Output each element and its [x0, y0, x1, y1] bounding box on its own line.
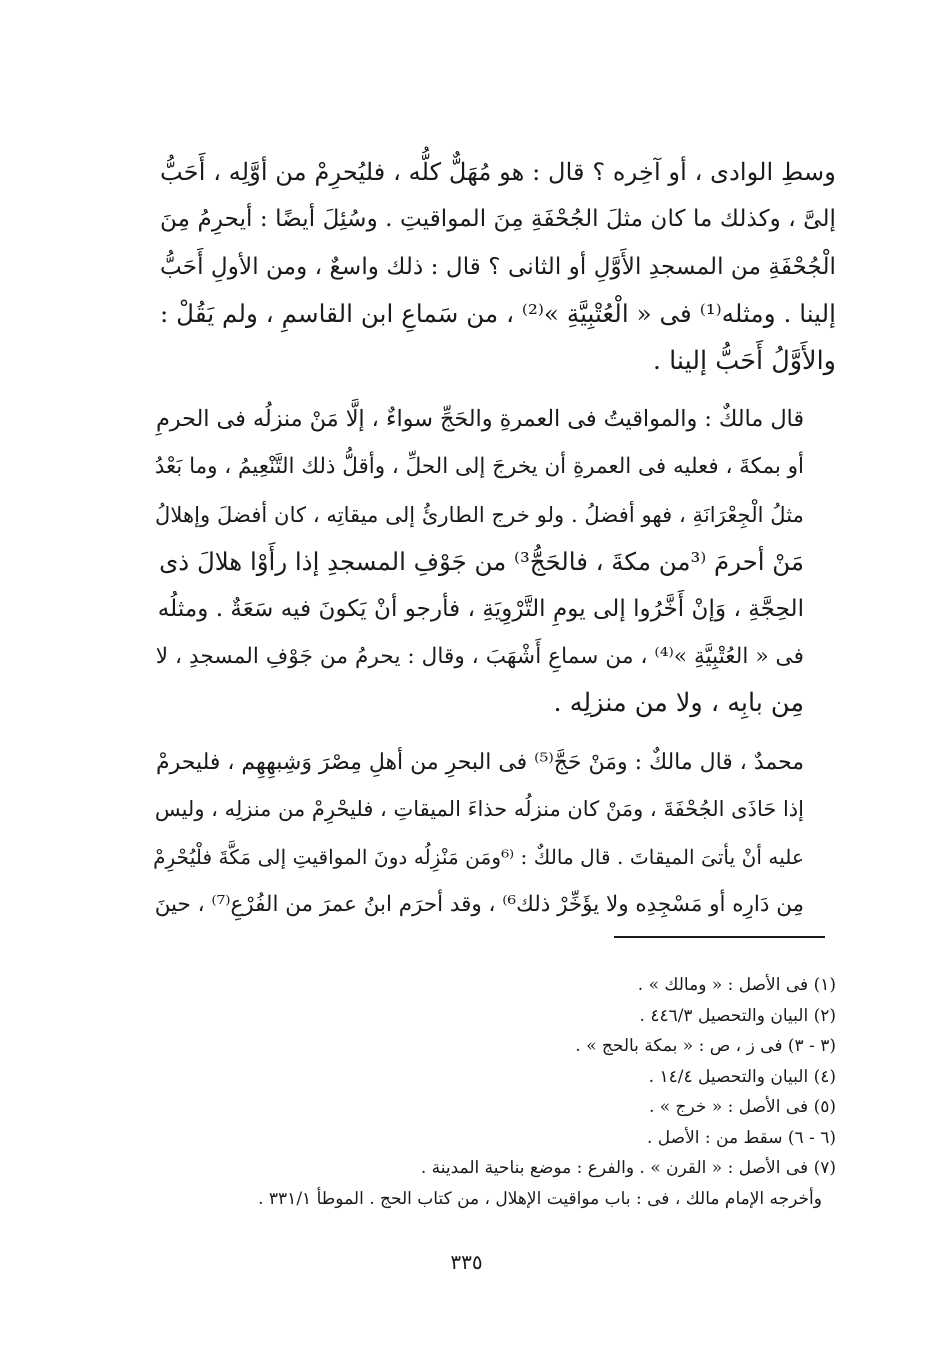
text-line: مثلُ الْجِعْرَانَةِ ، فهو أفضلُ . ولو خرج الطارئُ إلى ميقاتِه ، كان أفضلَ وإهلالُ	[154, 501, 804, 527]
footnote: (٣ - ٣) فى ز ، ص : « بمكة بالحج » .	[575, 1036, 836, 1056]
text-line: مَنْ أحرمَ ⁽³من مكةَ ، فالحَجُّ³⁾ من جَوْفِ المسجدِ إذا رأَوْا هلالَ ذى	[159, 547, 804, 577]
text-line: محمدٌ ، قال مالكٌ : ومَنْ حَجَّ⁽⁵⁾ فى البحرِ من أهلِ مِصْرَ وَشِبهِهِم ، فليحرمْ	[156, 749, 804, 775]
footnote: (٧) فى الأصل : « القرن » . والفرع : موضع بناحية المدينة .	[420, 1158, 836, 1178]
paragraph-1	[160, 148, 836, 385]
footnote: (٦ - ٦) سقط من : الأصل .	[646, 1127, 836, 1148]
text-line: وسطِ الوادى ، أو آخِره ؟ قال : هو مُهَلٌّ كلُّه ، فليُحرِمْ من أوَّلِه ، أَحَبُّ	[160, 157, 836, 186]
footnote-continuation: وأخرجه الإمام مالك ، فى : باب مواقيت الإهلال ، من كتاب الحج . الموطأ ٣٣١/١ .	[258, 1188, 822, 1209]
footnote-separator	[614, 936, 825, 938]
paragraph-2	[154, 396, 836, 728]
paragraph-3	[153, 739, 836, 929]
text-line: عليه أنْ يأتىَ الميقاتَ . قال مالكٌ : ⁽⁶ومَن مَنْزِلُه دونَ المواقيتِ إلى مَكَّةَ فلْيُحْرِمْ	[153, 844, 804, 869]
page-number: ٣٣٥	[450, 1250, 483, 1274]
text-line: إلىَّ ، وكذلك ما كان مثلَ الجُحْفَةِ مِنَ المواقيتِ . وسُئِلَ أيضًا : أيحرِمُ مِنَ	[160, 205, 836, 233]
footnote: (٥) فى الأصل : « خرج » .	[648, 1097, 836, 1117]
text-line: مِن بابِه ، ولا من منزلِه .	[553, 688, 804, 719]
text-line: أو بمكةَ ، فعليه فى العمرةِ أن يخرجَ إلى الحلِّ ، وأقلُّ ذلك التَّنْعِيمُ ، وما بَعْدُ	[154, 454, 804, 480]
text-line: فى « العُتْبِيَّةِ »⁽⁴⁾ ، من سماعِ أَشْهَبَ ، وقال : يحرمُ من جَوْفِ المسجدِ ، لا	[155, 644, 804, 670]
text-line: إلينا . ومثله⁽¹⁾ فى « الْعُتْبِيَّةِ »⁽²⁾ ، من سَماعِ ابن القاسمِ ، ولم يَقُلْ :	[160, 299, 836, 329]
footnote: (١) فى الأصل : « ومالك » .	[637, 975, 836, 995]
text-line: قال مالكٌ : والمواقيتُ فى العمرةِ والحَجِّ سواءٌ ، إلَّا مَنْ منزلُه فى الحرمِ	[155, 406, 804, 433]
text-line: مِن دَارِه أو مَسْجِدِه ولا يؤَخِّرْ ذلك⁶⁾ ، وقد أحرَم ابنُ عمرَ من الفُرْعِ⁽⁷⁾ ، حينَ	[154, 892, 804, 918]
text-line: إذا حَاذَى الجُحْفَةَ ، ومَنْ كان منزلُه حذاءَ الميقاتِ ، فليحْرِمْ من منزلِه ، وليس	[154, 797, 804, 822]
text-line: والأَوَّلُ أَحَبُّ إلينا .	[652, 345, 836, 376]
main-text	[153, 148, 836, 929]
footnotes	[160, 970, 836, 1214]
text-line: الحِجَّةِ ، وَإنْ أَخَّرُوا إلى يومِ التَّرْوِيَةِ ، فأرجو أنْ يَكونَ فيه سَعَةٌ . ومثلُه	[157, 595, 804, 622]
footnote: (٢) البيان والتحصيل ٤٤٦/٣ .	[639, 1005, 836, 1026]
text-line: الْجُحْفَةِ من المسجدِ الأَوَّلِ أو الثانى ؟ قال : ذلك واسعٌ ، ومن الأولِ أَحَبُّ	[160, 252, 836, 280]
footnote: (٤) البيان والتحصيل ١٤/٤ .	[648, 1066, 836, 1087]
